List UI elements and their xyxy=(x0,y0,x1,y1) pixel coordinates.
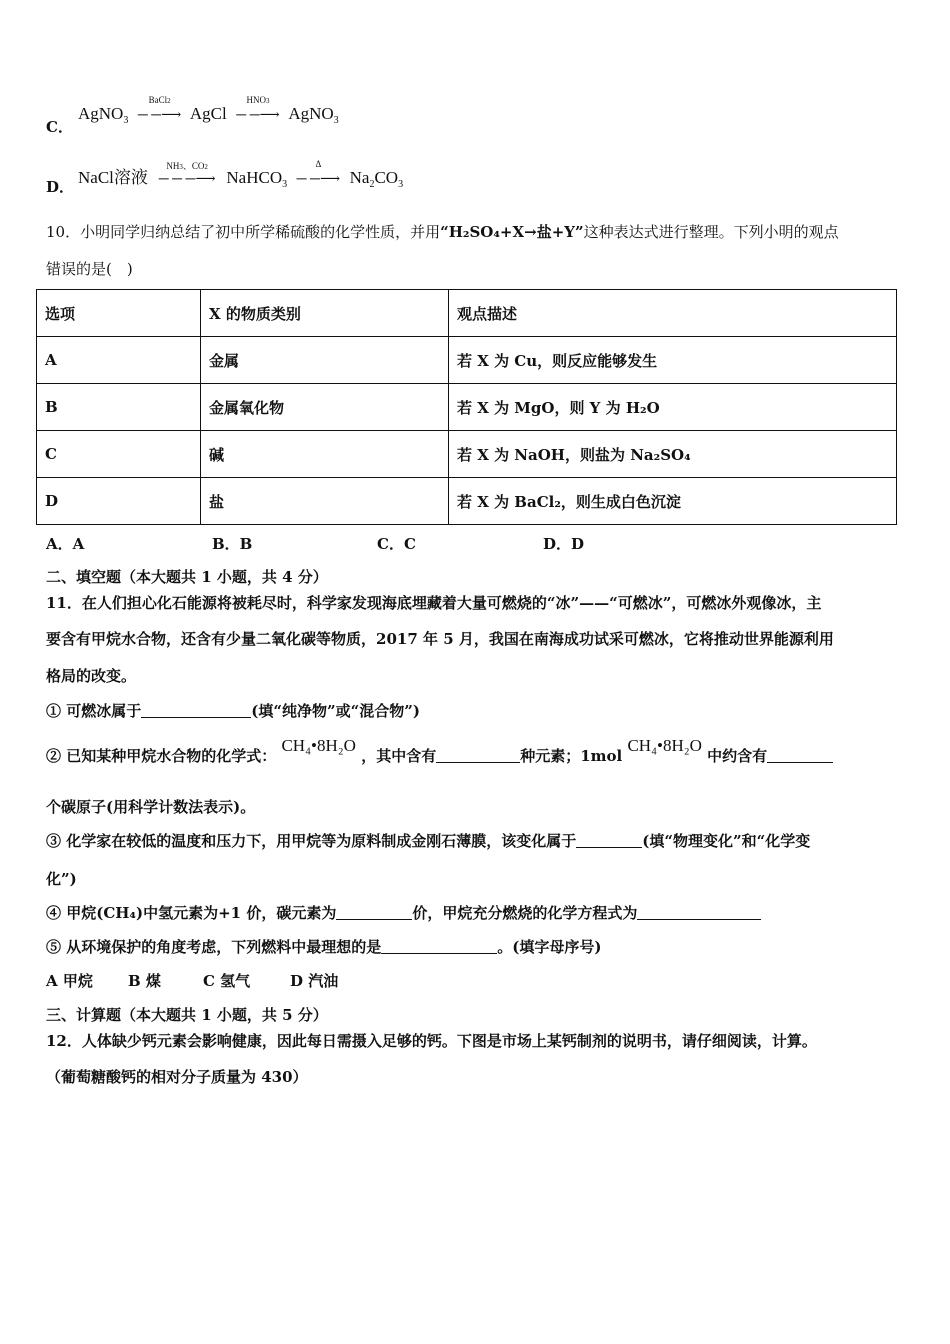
option-d-equation: NaCl溶液 NH3、CO2 ─ ─ ─⟶ NaHCO$_3$ Δ ─ ─⟶ $Na_2CO_3$ xyxy=(78,159,404,190)
table-cell: C xyxy=(37,431,201,478)
reaction-arrow-icon: Δ ─ ─⟶ xyxy=(296,159,341,187)
table-row xyxy=(37,431,897,478)
q11-part3-cont: 化”) xyxy=(46,870,77,888)
q11-line3: 格局的改变。 xyxy=(46,667,137,685)
q11-choice-d: D 汽油 xyxy=(290,972,339,990)
answer-blank[interactable] xyxy=(637,905,761,920)
q10-answer-d: D．D xyxy=(543,535,585,553)
table-cell: 盐 xyxy=(201,478,449,525)
q10-answer-a: A．A xyxy=(46,535,85,553)
header-cell: X 的物质类别 xyxy=(201,290,449,337)
section2-heading: 二、填空题（本大题共 1 小题，共 4 分） xyxy=(46,568,328,586)
q10-line2: 错误的是( ) xyxy=(46,260,133,278)
q10-line1: 10．小明同学归纳总结了初中所学稀硫酸的化学性质，并用“H₂SO₄+X→盐+Y”这种表达式进行整理。下列小明的观点 xyxy=(46,223,839,241)
reaction-arrow-icon: BaCl2 ─ ─⟶ xyxy=(137,95,182,123)
table-cell: 若 X 为 NaOH，则盐为 Na₂SO₄ xyxy=(449,431,897,478)
table-cell: A xyxy=(37,337,201,384)
answer-blank[interactable] xyxy=(381,939,497,954)
table-cell: B xyxy=(37,384,201,431)
table-cell: 若 X 为 BaCl₂，则生成白色沉淀 xyxy=(449,478,897,525)
q11-choice-a: A 甲烷 xyxy=(46,972,93,990)
table-cell: 金属氧化物 xyxy=(201,384,449,431)
reaction-arrow-icon: HNO3 ─ ─⟶ xyxy=(236,95,280,123)
methane-hydrate-formula: CH₄•8H₂O xyxy=(281,736,356,755)
q11-line2: 要含有甲烷水合物，还含有少量二氧化碳等物质，2017 年 5 月，我国在南海成功试采可燃冰，它将推动世界能源利用 xyxy=(46,630,834,648)
answer-blank[interactable] xyxy=(576,833,642,848)
q11-part2: ② 已知某种甲烷水合物的化学式： CH₄•8H₂O ，其中含有 种元素；1mol CH₄•8H₂O 中约含有 xyxy=(46,745,833,766)
answer-blank[interactable] xyxy=(141,703,251,718)
answer-blank[interactable] xyxy=(436,748,520,763)
q11-choice-b: B 煤 xyxy=(128,972,161,990)
table-cell: 若 X 为 MgO，则 Y 为 H₂O xyxy=(449,384,897,431)
header-cell: 选项 xyxy=(37,290,201,337)
option-c-equation: AgNO$_3$ BaCl2 ─ ─⟶ AgCl HNO3 ─ ─⟶ AgNO$_3$ xyxy=(78,95,339,126)
table-row xyxy=(37,337,897,384)
q11-part4: ④ 甲烷(CH₄)中氢元素为+1 价，碳元素为 价，甲烷充分燃烧的化学方程式为 xyxy=(46,902,761,923)
q12-line1: 12．人体缺少钙元素会影响健康，因此每日需摄入足够的钙。下图是市场上某钙制剂的说明书，请仔细阅读，计算。 xyxy=(46,1032,817,1050)
option-c-letter: C． xyxy=(46,118,73,136)
q11-choice-c: C 氢气 xyxy=(203,972,251,990)
q11-part1: ① 可燃冰属于 (填“纯净物”或“混合物”) xyxy=(46,702,420,720)
table-row xyxy=(37,478,897,525)
q10-answer-c: C．C xyxy=(377,535,416,553)
table-cell: D xyxy=(37,478,201,525)
table-row xyxy=(37,384,897,431)
table-header-row xyxy=(37,290,897,337)
header-cell: 观点描述 xyxy=(449,290,897,337)
q10-table xyxy=(36,289,897,525)
answer-blank[interactable] xyxy=(336,905,412,920)
q12-line2: （葡萄糖酸钙的相对分子质量为 430） xyxy=(46,1068,308,1086)
section3-heading: 三、计算题（本大题共 1 小题，共 5 分） xyxy=(46,1006,328,1024)
table-cell: 若 X 为 Cu，则反应能够发生 xyxy=(449,337,897,384)
q11-line1: 11．在人们担心化石能源将被耗尽时，科学家发现海底埋藏着大量可燃烧的“冰”——“可燃冰”，可燃冰外观像冰，主 xyxy=(46,594,822,612)
methane-hydrate-formula: CH₄•8H₂O xyxy=(627,736,702,755)
table-cell: 碱 xyxy=(201,431,449,478)
q11-part5: ⑤ 从环境保护的角度考虑，下列燃料中最理想的是 。(填字母序号) xyxy=(46,938,602,956)
q11-part2-cont: 个碳原子(用科学计数法表示)。 xyxy=(46,798,256,816)
table-cell: 金属 xyxy=(201,337,449,384)
answer-blank[interactable] xyxy=(767,748,833,763)
reaction-arrow-icon: NH3、CO2 ─ ─ ─⟶ xyxy=(158,161,216,187)
q10-answer-b: B．B xyxy=(212,535,253,553)
q11-part3: ③ 化学家在较低的温度和压力下，用甲烷等为原料制成金刚石薄膜，该变化属于 (填“物理变化”和“化学变 xyxy=(46,832,811,850)
option-d-letter: D． xyxy=(46,178,75,196)
